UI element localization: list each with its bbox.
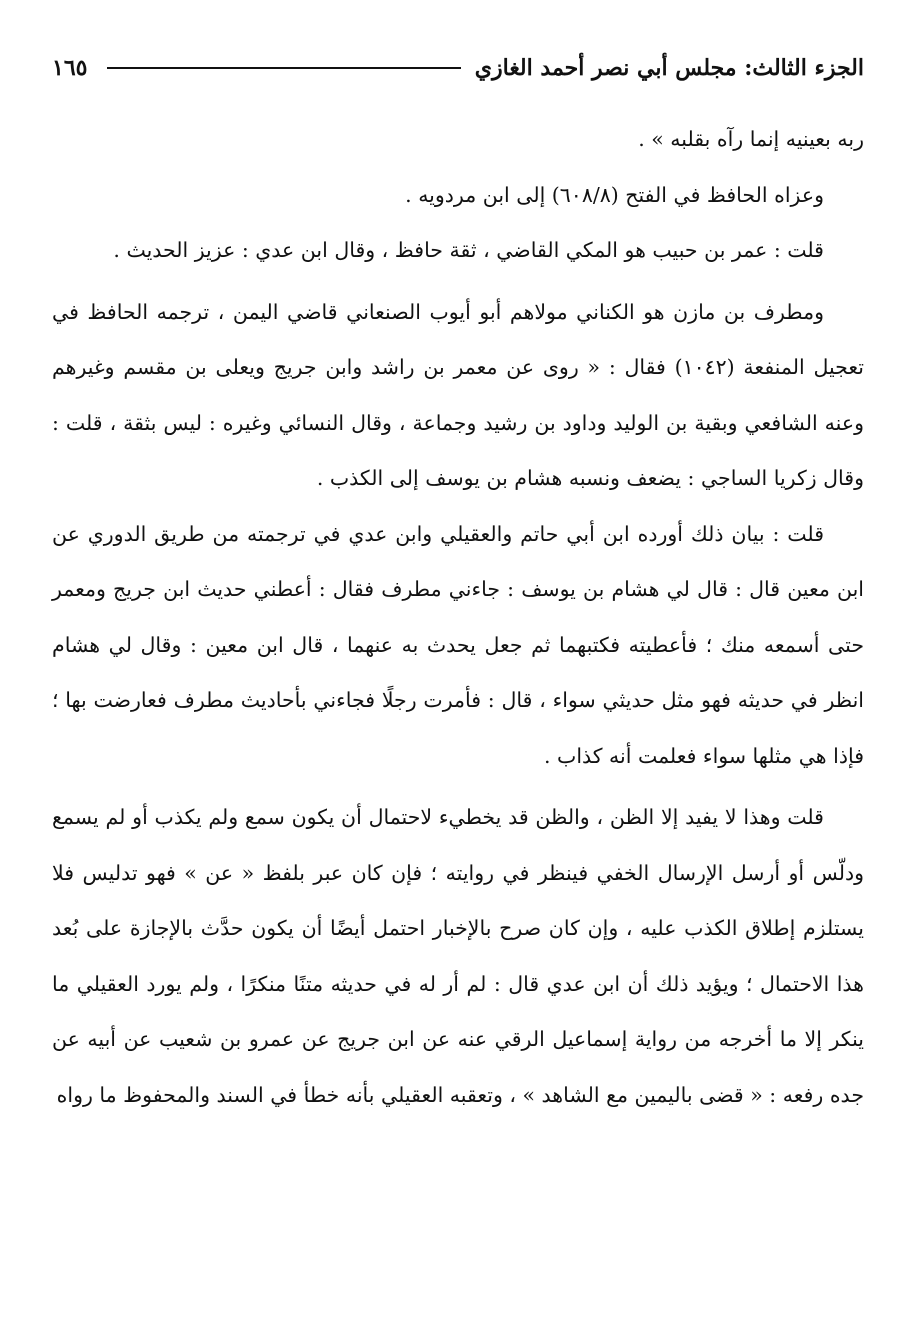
paragraph-4: ومطرف بن مازن هو الكناني مولاهم أبو أيوب الصنعاني قاضي اليمن ، ترجمه الحافظ في تعجيل المنفعة (١٠٤٢) فقال : « روى عن معمر بن راشد وابن جريج ويعلى بن مقسم وغيرهم وعنه الشافعي وبقية بن الوليد وداود بن رشيد وجماعة ، وقال النسائي وغيره : ليس بثقة ، قلت : وقال زكريا الساجي : يضعف ونسبه هشام بن يوسف إلى الكذب . (52, 299, 864, 490)
body-text (52, 112, 864, 1123)
page-number: ١٦٥ (52, 55, 88, 81)
paragraph-3: قلت : عمر بن حبيب هو المكي القاضي ، ثقة حافظ ، وقال ابن عدي : عزيز الحديث . (113, 238, 824, 262)
running-header (52, 44, 864, 92)
paragraph-6: قلت وهذا لا يفيد إلا الظن ، والظن قد يخطيء لاحتمال أن يكون سمع ولم يكذب أو لم يسمع ودلّس أو أرسل الإرسال الخفي فينظر في روايته ؛ فإن كان عبر بلفظ « عن » فهو تدليس فلا يستلزم إطلاق الكذب عليه ، وإن كان صرح بالإخبار احتمل أيضًا أن يكون حدَّث بالإجازة على بُعد هذا الاحتمال ؛ ويؤيد ذلك أن ابن عدي قال : لم أر له في حديثه متنًا منكرًا ، ولم يورد العقيلي ما ينكر إلا ما أخرجه من رواية إسماعيل الرقي عنه عن ابن جريج عن عمرو بن شعيب عن أبيه عن جده رفعه : « قضى باليمين مع الشاهد » ، وتعقبه العقيلي بأنه خطأ في السند والمحفوظ ما رواه (52, 805, 864, 1107)
paragraph-2: وعزاه الحافظ في الفتح (٦٠٨/٨) إلى ابن مردويه . (405, 182, 824, 207)
paragraph-1: ربه بعينيه إنما رآه بقلبه » . (638, 127, 864, 151)
paragraph-5: قلت : بيان ذلك أورده ابن أبي حاتم والعقيلي وابن عدي في ترجمته من طريق الدوري عن ابن معين قال : قال لي هشام بن يوسف : جاءني مطرف فقال : أعطني حديث ابن جريج ومعمر حتى أسمعه منك ؛ فأعطيته فكتبهما ثم جعل يحدث به عنهما ، قال ابن معين : وقال لي هشام انظر في حديثه فهو مثل حديثي سواء ، قال : فأمرت رجلًا فجاءني بأحاديث مطرف فعارضت بها ؛ فإذا هي مثلها سواء فعلمت أنه كذاب . (52, 521, 864, 768)
header-title: الجزء الثالث: مجلس أبي نصر أحمد الغازي (474, 55, 864, 81)
header-rule (107, 67, 460, 69)
